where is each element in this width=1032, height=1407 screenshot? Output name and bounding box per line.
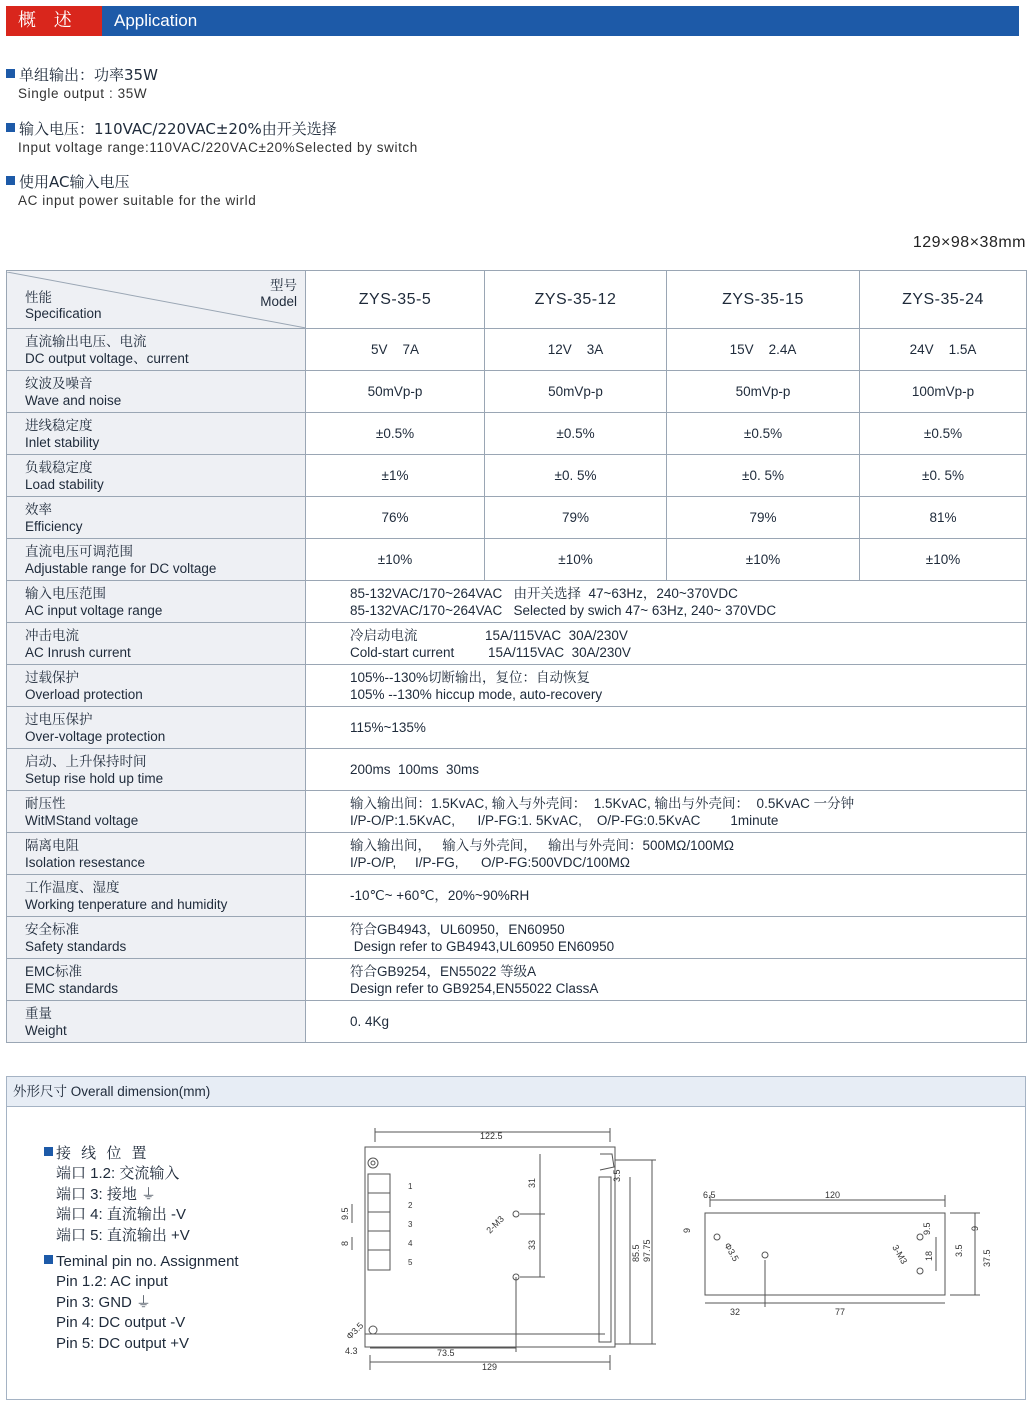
- pin-assignment: [44, 1144, 239, 1354]
- table-row: [7, 371, 1027, 413]
- table-cell: [306, 749, 1027, 791]
- row-label-cn: 过电压保护: [25, 711, 93, 727]
- model-en: Model: [260, 293, 297, 309]
- table-cell: 79%: [667, 497, 860, 539]
- row-label-en: WitMStand voltage: [25, 812, 139, 828]
- intro-item: [6, 172, 706, 210]
- dim-label: 129: [482, 1362, 498, 1372]
- intro-item: [6, 65, 706, 103]
- dim-label: 37.5: [982, 1249, 992, 1267]
- row-label: [7, 623, 306, 665]
- pin-number: 2: [408, 1201, 413, 1210]
- table-cell: [306, 623, 1027, 665]
- table-cell: ±10%: [860, 539, 1027, 581]
- cell-line: Design refer to GB4943,UL60950 EN60950: [350, 938, 615, 954]
- table-cell: [306, 791, 1027, 833]
- row-label-cn: 隔离电阻: [25, 837, 79, 853]
- corner-cell: [7, 271, 306, 329]
- pins-cn-title: 接 线 位 置: [56, 1145, 150, 1162]
- dim-label: 3.5: [612, 1169, 622, 1182]
- dim-label: 6.5: [703, 1190, 716, 1200]
- dim-label: 73.5: [437, 1348, 455, 1358]
- dim-label: 32: [730, 1307, 741, 1317]
- table-cell: ±0. 5%: [860, 455, 1027, 497]
- dimension-title: 外形尺寸 Overall dimension(mm): [7, 1077, 1025, 1107]
- intro-en: Input voltage range:110VAC/220VAC±20%Selected by switch: [18, 140, 418, 155]
- table-cell: 50mVp-p: [306, 371, 485, 413]
- dim-label: 4.3: [345, 1346, 358, 1356]
- row-label-en: DC output voltage、current: [25, 350, 189, 366]
- table-cell: ±0.5%: [860, 413, 1027, 455]
- row-label-en: Weight: [25, 1022, 67, 1038]
- dim-label: 120: [825, 1190, 841, 1200]
- dim-label: 8: [340, 1240, 350, 1246]
- cell-line: 0. 4Kg: [350, 1014, 390, 1029]
- row-label-en: Wave and noise: [25, 392, 122, 408]
- cell-line: 冷启动电流 15A/115VAC 30A/230V: [350, 627, 628, 643]
- dim-label: 9.5: [340, 1207, 350, 1220]
- cell-line: 符合GB9254，EN55022 等级A: [350, 963, 537, 979]
- dim-label: 3-M3: [890, 1243, 910, 1266]
- row-label-cn: 耐压性: [25, 795, 66, 811]
- row-label: [7, 581, 306, 623]
- intro-en: AC input power suitable for the wirld: [18, 193, 257, 208]
- row-label: [7, 833, 306, 875]
- row-label: [7, 665, 306, 707]
- bullet-icon: [6, 176, 15, 185]
- table-cell: 50mVp-p: [485, 371, 667, 413]
- table-row: [7, 455, 1027, 497]
- table-row: [7, 959, 1027, 1001]
- row-label: [7, 959, 306, 1001]
- bullet-icon: [44, 1255, 53, 1264]
- row-label-en: AC Inrush current: [25, 644, 131, 660]
- table-cell: 79%: [485, 497, 667, 539]
- row-label-cn: 直流输出电压、电流: [25, 333, 147, 349]
- table-row: [7, 749, 1027, 791]
- table-row: [7, 791, 1027, 833]
- table-cell: ±0.5%: [667, 413, 860, 455]
- cell-line: 105% --130% hiccup mode, auto-recovery: [350, 686, 603, 702]
- row-label: [7, 707, 306, 749]
- table-cell: [306, 707, 1027, 749]
- row-label-cn: EMC标准: [25, 963, 82, 979]
- cell-line: 符合GB4943，UL60950，EN60950: [350, 921, 565, 937]
- pin-number: 3: [408, 1220, 413, 1229]
- row-label-en: Over-voltage protection: [25, 728, 166, 744]
- row-label-cn: 重量: [25, 1005, 52, 1021]
- row-label-cn: 过载保护: [25, 669, 79, 685]
- row-label-cn: 安全标准: [25, 921, 79, 937]
- intro-en: Single output : 35W: [18, 86, 148, 101]
- pin-cn-line: 端口 1.2: 交流输入: [56, 1165, 180, 1182]
- table-cell: 81%: [860, 497, 1027, 539]
- table-row: [7, 1001, 1027, 1043]
- table-row: [7, 581, 1027, 623]
- pin-number: 5: [408, 1258, 413, 1267]
- table-cell: ±0. 5%: [485, 455, 667, 497]
- table-cell: 50mVp-p: [667, 371, 860, 413]
- cell-line: 105%--130%切断输出，复位：自动恢复: [350, 669, 591, 685]
- dim-label: Φ3.5: [722, 1241, 741, 1264]
- dim-label: 122.5: [480, 1131, 503, 1141]
- pin-cn-line: 端口 3: 接地 ⏚: [56, 1185, 157, 1203]
- table-cell: [306, 917, 1027, 959]
- pin-number: 4: [408, 1239, 413, 1248]
- table-cell: [306, 1001, 1027, 1043]
- dim-label: 85.5: [631, 1244, 641, 1262]
- bullet-icon: [6, 69, 15, 78]
- row-label-en: Load stability: [25, 476, 104, 492]
- row-label-en: Efficiency: [25, 518, 83, 534]
- terminal-block: [368, 1174, 390, 1270]
- row-label: [7, 791, 306, 833]
- pin-en-line: Pin 5: DC output +V: [56, 1334, 189, 1352]
- row-label: [7, 875, 306, 917]
- bullet-icon: [6, 123, 15, 132]
- intro-item: [6, 119, 706, 157]
- row-label-cn: 效率: [25, 501, 52, 517]
- row-label-en: Setup rise hold up time: [25, 770, 164, 786]
- table-cell: ±10%: [667, 539, 860, 581]
- table-row: [7, 707, 1027, 749]
- table-header-row: [7, 271, 1027, 329]
- table-row: [7, 665, 1027, 707]
- table-cell: [306, 581, 1027, 623]
- table-row: [7, 917, 1027, 959]
- row-label-cn: 纹波及噪音: [25, 375, 93, 391]
- row-label: [7, 413, 306, 455]
- table-cell: [306, 833, 1027, 875]
- dim-label: 9: [682, 1227, 692, 1233]
- dim-label: 2-M3: [484, 1213, 506, 1236]
- table-cell: ±0.5%: [485, 413, 667, 455]
- pin-cn-line: 端口 5: 直流输出 +V: [56, 1226, 190, 1244]
- overall-dimensions: 129×98×38mm: [912, 234, 1026, 251]
- row-label-cn: 工作温度、湿度: [25, 879, 120, 895]
- table-row: [7, 413, 1027, 455]
- pins-en-title: Teminal pin no. Assignment: [56, 1253, 239, 1270]
- section-header: [6, 6, 1019, 36]
- spec-cn: 性能: [25, 289, 52, 305]
- table-row: [7, 329, 1027, 371]
- table-row: [7, 875, 1027, 917]
- side-view-drawing: [680, 1185, 1000, 1325]
- pin-en-line: Pin 3: GND ⏚: [56, 1293, 152, 1311]
- cell-line: -10℃~ +60℃，20%~90%RH: [350, 888, 530, 903]
- row-label-cn: 进线稳定度: [25, 417, 93, 433]
- cell-line: 115%~135%: [350, 720, 426, 735]
- row-label-en: EMC standards: [25, 980, 119, 996]
- row-label: [7, 539, 306, 581]
- dim-label: 97.75: [642, 1239, 652, 1262]
- front-view-drawing: [330, 1122, 670, 1377]
- intro-cn: 使用AC输入电压: [19, 173, 130, 191]
- cell-line: 200ms 100ms 30ms: [350, 762, 480, 777]
- model-name: ZYS-35-15: [667, 271, 860, 329]
- table-cell: 24V 1.5A: [860, 329, 1027, 371]
- table-cell: ±0. 5%: [667, 455, 860, 497]
- table-cell: ±10%: [306, 539, 485, 581]
- dim-label: 31: [527, 1177, 537, 1188]
- side-outline: [705, 1213, 945, 1295]
- row-label-en: Inlet stability: [25, 434, 100, 450]
- row-label-cn: 启动、上升保持时间: [25, 753, 147, 769]
- cell-line: 输入输出间， 输入与外壳间， 输出与外壳间：500MΩ/100MΩ: [350, 837, 734, 853]
- dim-label: 9: [970, 1225, 980, 1231]
- table-cell: 5V 7A: [306, 329, 485, 371]
- header-cn: 概 述: [6, 6, 102, 36]
- dim-label: 3.5: [954, 1244, 964, 1257]
- row-label-cn: 输入电压范围: [25, 585, 106, 601]
- row-label-en: Isolation resestance: [25, 854, 146, 870]
- table-cell: 15V 2.4A: [667, 329, 860, 371]
- row-label-en: AC input voltage range: [25, 602, 163, 618]
- row-label: [7, 455, 306, 497]
- dim-label: Φ3.5: [344, 1320, 366, 1342]
- table-cell: 100mVp-p: [860, 371, 1027, 413]
- row-label-en: Overload protection: [25, 686, 143, 702]
- row-label: [7, 749, 306, 791]
- table-row: [7, 623, 1027, 665]
- cell-line: I/P-O/P:1.5KvAC, I/P-FG:1. 5KvAC, O/P-FG:0.5KvAC 1minute: [350, 812, 779, 828]
- model-name: ZYS-35-12: [485, 271, 667, 329]
- table-cell: 76%: [306, 497, 485, 539]
- cell-line: 85-132VAC/170~264VAC 由开关选择 47~63Hz，240~370VDC: [350, 585, 738, 601]
- intro-cn: 输入电压：110VAC/220VAC±20%由开关选择: [19, 120, 337, 138]
- table-cell: 12V 3A: [485, 329, 667, 371]
- intro-cn: 单组输出：功率35W: [19, 66, 158, 84]
- row-label: [7, 371, 306, 413]
- model-cn: 型号: [270, 277, 297, 293]
- dim-label: 18: [924, 1250, 934, 1261]
- pin-number: 1: [408, 1182, 413, 1191]
- pin-cn-line: 端口 4: 直流输出 -V: [56, 1206, 187, 1223]
- row-label: [7, 1001, 306, 1043]
- row-label-en: Working tenperature and humidity: [25, 896, 228, 912]
- table-row: [7, 539, 1027, 581]
- row-label: [7, 329, 306, 371]
- case-outline: [365, 1147, 615, 1347]
- table-row: [7, 497, 1027, 539]
- dim-label: 9.5: [922, 1222, 932, 1235]
- bullet-icon: [44, 1147, 53, 1156]
- model-name: ZYS-35-5: [306, 271, 485, 329]
- pin-en-line: Pin 1.2: AC input: [56, 1273, 168, 1290]
- side-flange: [599, 1177, 611, 1342]
- row-label-en: Safety standards: [25, 938, 127, 954]
- row-label-cn: 直流电压可调范围: [25, 543, 133, 559]
- row-label: [7, 917, 306, 959]
- cell-line: Design refer to GB9254,EN55022 ClassA: [350, 980, 599, 996]
- table-row: [7, 833, 1027, 875]
- table-cell: [306, 959, 1027, 1001]
- header-en: Application: [114, 11, 198, 30]
- table-cell: ±0.5%: [306, 413, 485, 455]
- model-name: ZYS-35-24: [860, 271, 1027, 329]
- dim-label: 33: [527, 1239, 537, 1250]
- table-cell: [306, 875, 1027, 917]
- spec-en: Specification: [25, 305, 102, 321]
- spec-table: [6, 270, 1027, 1043]
- cell-line: 85-132VAC/170~264VAC Selected by swich 47~ 63Hz, 240~ 370VDC: [350, 602, 777, 618]
- cell-line: I/P-O/P, I/P-FG, O/P-FG:500VDC/100MΩ: [350, 854, 630, 870]
- cell-line: Cold-start current 15A/115VAC 30A/230V: [350, 644, 631, 660]
- cell-line: 输入输出间：1.5KvAC, 输入与外壳间： 1.5KvAC, 输出与外壳间： 0.5KvAC 一分钟: [350, 795, 855, 811]
- row-label: [7, 497, 306, 539]
- dim-label: 77: [835, 1307, 846, 1317]
- pin-en-line: Pin 4: DC output -V: [56, 1314, 186, 1331]
- table-cell: ±1%: [306, 455, 485, 497]
- row-label-en: Adjustable range for DC voltage: [25, 560, 217, 576]
- table-cell: ±10%: [485, 539, 667, 581]
- row-label-cn: 负载稳定度: [25, 459, 93, 475]
- row-label-cn: 冲击电流: [25, 627, 79, 643]
- table-cell: [306, 665, 1027, 707]
